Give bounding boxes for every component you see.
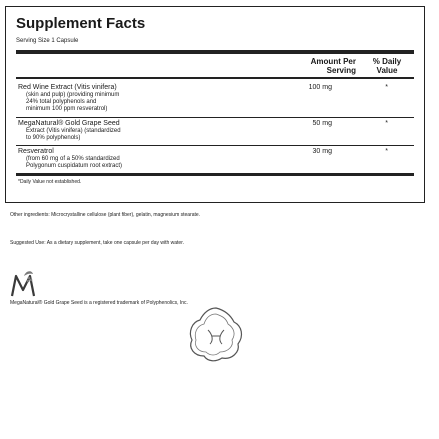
- ingredient-detail: 24% total polyphenols and: [26, 99, 97, 105]
- trademark-notice: MegaNatural® Gold Grape Seed is a registered trademark of Polyphenolics, Inc.: [10, 300, 188, 306]
- ingredient-detail: (from 60 mg of a 50% standardized: [26, 156, 120, 162]
- quality-seal-icon: [186, 306, 246, 362]
- suggested-use: Suggested Use: As a dietary supplement, take one capsule per day with water.: [10, 240, 184, 246]
- meganatural-logo-icon: [10, 268, 36, 300]
- ingredient-name: Resveratrol: [18, 148, 54, 155]
- ingredient-amount: 50 mg: [312, 120, 332, 127]
- ingredient-detail: Polygonum cuspidatum root extract): [26, 163, 123, 169]
- serving-label: Serving: [326, 66, 356, 75]
- ingredient-dv: *: [385, 148, 388, 155]
- ingredient-dv: *: [385, 84, 388, 91]
- other-ingredients: Other ingredients: Microcrystalline cellulose (plant fiber), gelatin, magnesium stearate.: [10, 212, 201, 218]
- row-divider: [16, 145, 414, 146]
- thick-divider: [16, 50, 414, 54]
- ingredient-dv: *: [385, 120, 388, 127]
- amount-header: [276, 57, 356, 75]
- ingredient-name: MegaNatural® Gold Grape Seed: [18, 120, 120, 127]
- row-divider: [16, 117, 414, 118]
- ingredient-detail: minimum 100 ppm resveratrol): [26, 106, 108, 112]
- supplement-facts-panel: [5, 6, 425, 203]
- panel-title: Supplement Facts: [16, 15, 146, 32]
- daily-value-footnote: *Daily Value not established.: [18, 179, 82, 185]
- header-divider: [16, 77, 414, 79]
- pct-daily-label: % Daily: [372, 57, 402, 66]
- ingredient-detail: to 90% polyphenols): [26, 135, 81, 141]
- ingredient-detail: (skin and pulp) (providing minimum: [26, 92, 120, 98]
- ingredient-amount: 100 mg: [308, 84, 332, 91]
- bottom-divider: [16, 173, 414, 176]
- value-label: Value: [376, 66, 398, 75]
- column-header: [16, 57, 414, 77]
- amount-per-label: Amount Per: [310, 57, 356, 66]
- ingredient-detail: Extract (Vitis vinifera) (standardized: [26, 128, 121, 134]
- ingredient-name: Red Wine Extract (Vitis vinifera): [18, 84, 117, 91]
- daily-value-header: [360, 57, 414, 75]
- serving-size: Serving Size 1 Capsule: [16, 38, 79, 44]
- ingredient-amount: 30 mg: [312, 148, 332, 155]
